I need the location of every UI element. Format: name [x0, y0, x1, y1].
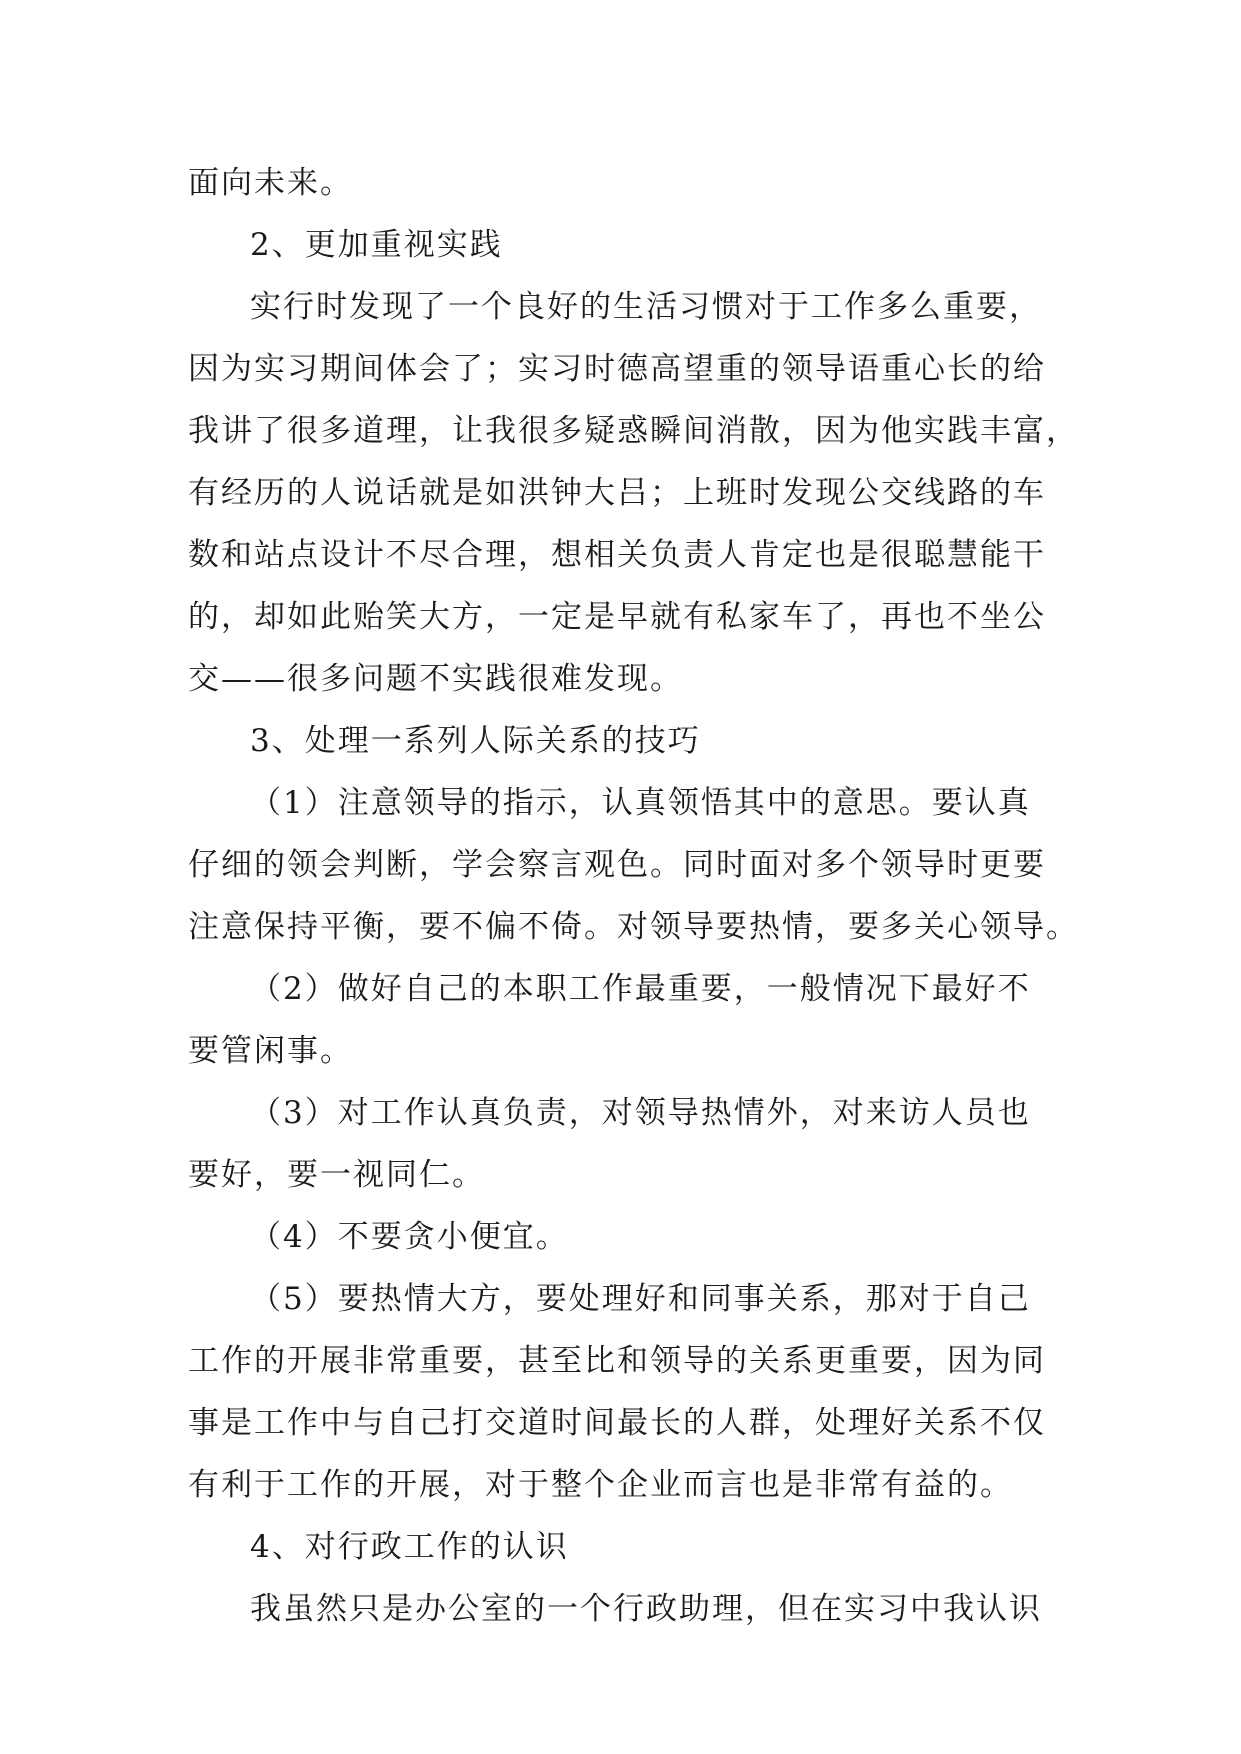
text-line: 面向未来。 [188, 165, 353, 201]
body-text [188, 152, 1079, 1640]
text-line: 工作的开展非常重要，甚至比和领导的关系更重要，因为同 [188, 1343, 1046, 1379]
text-line: 的，却如此贻笑大方，一定是早就有私家车了，再也不坐公 [188, 599, 1046, 635]
text-line: 我虽然只是办公室的一个行政助理，但在实习中我认识 [250, 1591, 1042, 1627]
text-line: 要管闲事。 [188, 1033, 353, 1069]
section-heading: 4、对行政工作的认识 [250, 1529, 569, 1565]
text-line: 因为实习期间体会了；实习时德高望重的领导语重心长的给 [188, 351, 1046, 387]
text-line: 数和站点设计不尽合理，想相关负责人肯定也是很聪慧能干 [188, 537, 1046, 573]
text-line: 有利于工作的开展，对于整个企业而言也是非常有益的。 [188, 1467, 1013, 1503]
text-line: 事是工作中与自己打交道时间最长的人群，处理好关系不仅 [188, 1405, 1046, 1441]
section-heading: 3、处理一系列人际关系的技巧 [250, 723, 701, 759]
text-line: 注意保持平衡，要不偏不倚。对领导要热情，要多关心领导。 [188, 909, 1079, 945]
list-item: （4）不要贪小便宜。 [250, 1219, 569, 1255]
text-line: 交——很多问题不实践很难发现。 [188, 661, 683, 697]
section-heading: 2、更加重视实践 [250, 227, 503, 263]
list-item: （3）对工作认真负责，对领导热情外，对来访人员也 [250, 1095, 1031, 1131]
text-line: 实行时发现了一个良好的生活习惯对于工作多么重要， [250, 289, 1042, 325]
list-item: （1）注意领导的指示，认真领悟其中的意思。要认真 [250, 785, 1031, 821]
text-line: 要好，要一视同仁。 [188, 1157, 485, 1193]
list-item: （2）做好自己的本职工作最重要，一般情况下最好不 [250, 971, 1031, 1007]
list-item: （5）要热情大方，要处理好和同事关系，那对于自己 [250, 1281, 1031, 1317]
text-line: 我讲了很多道理，让我很多疑惑瞬间消散，因为他实践丰富， [188, 413, 1079, 449]
text-line: 仔细的领会判断，学会察言观色。同时面对多个领导时更要 [188, 847, 1046, 883]
text-line: 有经历的人说话就是如洪钟大吕；上班时发现公交线路的车 [188, 475, 1046, 511]
